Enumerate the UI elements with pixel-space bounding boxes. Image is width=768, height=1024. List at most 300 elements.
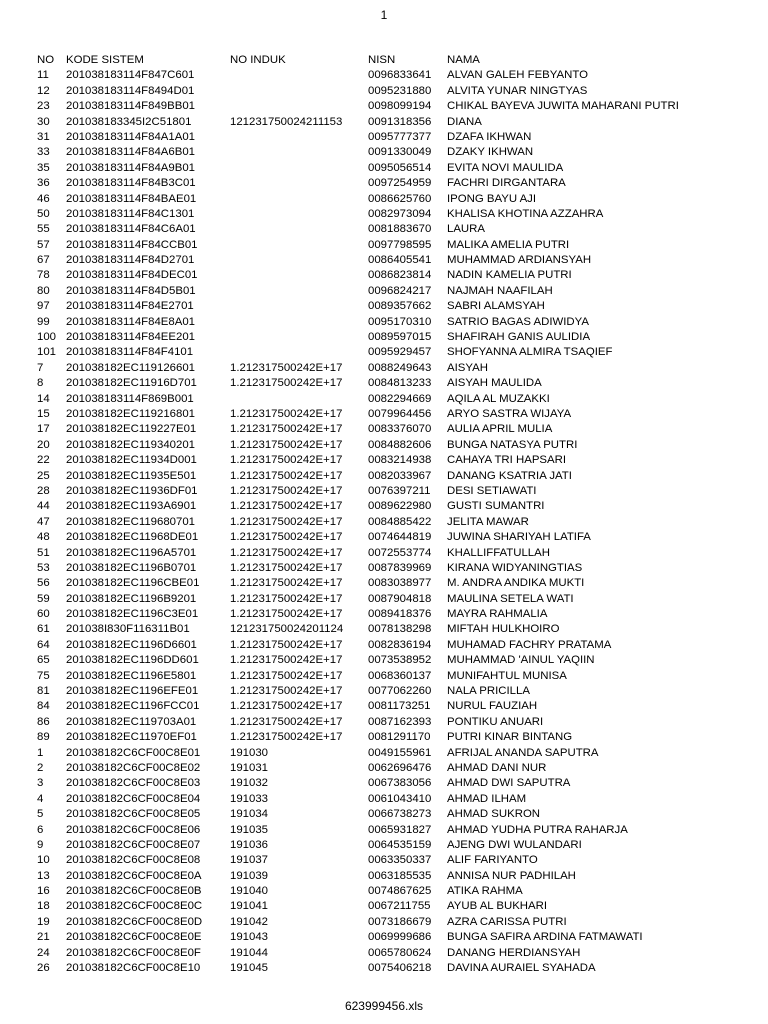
cell-kode-sistem: 201038182EC119680701 xyxy=(66,515,196,528)
table-row xyxy=(0,115,768,130)
cell-no: 18 xyxy=(37,900,50,913)
cell-kode-sistem: 201038182C6CF00C8E0D xyxy=(66,915,203,928)
cell-no: 53 xyxy=(37,561,50,574)
cell-kode-sistem: 201038182C6CF00C8E10 xyxy=(66,962,201,975)
cell-kode-sistem: 201038183114F84CCB01 xyxy=(66,238,198,251)
table-row xyxy=(0,515,768,530)
cell-kode-sistem: 201038182C6CF00C8E0E xyxy=(66,931,202,944)
cell-kode-sistem: 201038182C6CF00C8E06 xyxy=(66,823,201,836)
cell-kode-sistem: 201038182EC1196A5701 xyxy=(66,546,197,559)
cell-kode-sistem: 201038182EC1196D6601 xyxy=(66,638,197,651)
cell-no-induk: 191032 xyxy=(230,777,269,790)
cell-nisn: 0097798595 xyxy=(368,238,432,251)
table-row xyxy=(0,530,768,545)
cell-nama: ALVITA YUNAR NINGTYAS xyxy=(447,84,588,97)
cell-nisn: 0063185535 xyxy=(368,869,432,882)
header-kode-sistem: KODE SISTEM xyxy=(66,54,144,66)
cell-kode-sistem: 201038183114F84A9B01 xyxy=(66,161,196,174)
table-row xyxy=(0,145,768,160)
table-row xyxy=(0,823,768,838)
cell-kode-sistem: 201038182C6CF00C8E03 xyxy=(66,777,201,790)
cell-no: 15 xyxy=(37,407,50,420)
cell-kode-sistem: 201038183114F84F4101 xyxy=(66,346,194,359)
cell-nisn: 0089622980 xyxy=(368,500,432,513)
cell-no-induk: 191041 xyxy=(230,900,269,913)
cell-kode-sistem: 201038182C6CF00C8E07 xyxy=(66,838,201,851)
cell-nisn: 0049155961 xyxy=(368,746,432,759)
cell-no: 100 xyxy=(37,331,57,344)
cell-no-induk: 1.212317500242E+17 xyxy=(230,500,343,513)
cell-kode-sistem: 201038182C6CF00C8E0A xyxy=(66,869,202,882)
cell-nama: KIRANA WIDYANINGTIAS xyxy=(447,561,583,574)
cell-no: 21 xyxy=(37,931,50,944)
cell-no: 75 xyxy=(37,669,50,682)
cell-nisn: 0065931827 xyxy=(368,823,432,836)
cell-kode-sistem: 201038182C6CF00C8E0F xyxy=(66,946,201,959)
table-row xyxy=(0,222,768,237)
table-row xyxy=(0,161,768,176)
cell-nisn: 0084882606 xyxy=(368,438,432,451)
table-row xyxy=(0,438,768,453)
cell-no-induk: 1.212317500242E+17 xyxy=(230,669,343,682)
cell-nisn: 0084885422 xyxy=(368,515,432,528)
cell-no: 10 xyxy=(37,854,50,867)
cell-nisn: 0072553774 xyxy=(368,546,432,559)
cell-kode-sistem: 201038182C6CF00C8E0B xyxy=(66,885,202,898)
cell-no: 1 xyxy=(37,746,44,759)
cell-nama: AHMAD SUKRON xyxy=(447,808,541,821)
cell-nama: MAULINA SETELA WATI xyxy=(447,592,574,605)
table-row xyxy=(0,268,768,283)
cell-kode-sistem: 201038183114F84C1301 xyxy=(66,207,195,220)
table-row xyxy=(0,853,768,868)
cell-nama: DESI SETIAWATI xyxy=(447,484,537,497)
cell-kode-sistem: 201038182EC119703A01 xyxy=(66,715,197,728)
cell-nama: MIFTAH HULKHOIRO xyxy=(447,623,560,636)
cell-no: 99 xyxy=(37,315,50,328)
cell-nama: DZAKY IKHWAN xyxy=(447,146,534,159)
cell-no: 28 xyxy=(37,484,50,497)
cell-kode-sistem: 201038183114F84D2701 xyxy=(66,254,195,267)
cell-nisn: 0081291170 xyxy=(368,731,431,744)
cell-kode-sistem: 201038182EC1196C3E01 xyxy=(66,608,199,621)
cell-nisn: 0061043410 xyxy=(368,792,432,805)
cell-no: 47 xyxy=(37,515,50,528)
cell-no: 26 xyxy=(37,962,50,975)
cell-nama: JELITA MAWAR xyxy=(447,515,529,528)
table-row xyxy=(0,838,768,853)
cell-nama: M. ANDRA ANDIKA MUKTI xyxy=(447,577,585,590)
table-row xyxy=(0,192,768,207)
cell-kode-sistem: 201038182EC11934D001 xyxy=(66,454,197,467)
cell-nama: SHOFYANNA ALMIRA TSAQIEF xyxy=(447,346,613,359)
cell-nama: GUSTI SUMANTRI xyxy=(447,500,545,513)
cell-nama: DANANG HERDIANSYAH xyxy=(447,946,581,959)
cell-nama: AQILA AL MUZAKKI xyxy=(447,392,550,405)
cell-nisn: 0096824217 xyxy=(368,284,432,297)
cell-nama: NADIN KAMELIA PUTRI xyxy=(447,269,572,282)
table-row xyxy=(0,776,768,791)
table-row xyxy=(0,376,768,391)
table-row xyxy=(0,622,768,637)
cell-nama: IPONG BAYU AJI xyxy=(447,192,537,205)
cell-no: 6 xyxy=(37,823,44,836)
cell-nama: KHALISA KHOTINA AZZAHRA xyxy=(447,207,604,220)
cell-kode-sistem: 201038182EC1196E5801 xyxy=(66,669,197,682)
cell-nama: MUNIFAHTUL MUNISA xyxy=(447,669,567,682)
cell-kode-sistem: 201038182C6CF00C8E0C xyxy=(66,900,203,913)
cell-nama: AULIA APRIL MULIA xyxy=(447,423,553,436)
table-row xyxy=(0,946,768,961)
cell-no-induk: 1.212317500242E+17 xyxy=(230,469,343,482)
cell-no: 5 xyxy=(37,808,44,821)
table-row xyxy=(0,361,768,376)
cell-no: 78 xyxy=(37,269,50,282)
cell-no-induk: 191034 xyxy=(230,808,269,821)
cell-no-induk: 1.212317500242E+17 xyxy=(230,454,343,467)
cell-nisn: 0065780624 xyxy=(368,946,432,959)
table-row xyxy=(0,84,768,99)
cell-nama: PUTRI KINAR BINTANG xyxy=(447,731,573,744)
cell-no: 20 xyxy=(37,438,50,451)
table-row xyxy=(0,299,768,314)
table-row xyxy=(0,746,768,761)
cell-nisn: 0095170310 xyxy=(368,315,432,328)
cell-kode-sistem: 201038182EC1196B9201 xyxy=(66,592,197,605)
cell-nama: JUWINA SHARIYAH LATIFA xyxy=(447,531,591,544)
table-row xyxy=(0,961,768,976)
cell-nisn: 0084813233 xyxy=(368,377,432,390)
cell-no-induk: 1.212317500242E+17 xyxy=(230,715,343,728)
cell-no-induk: 1.212317500242E+17 xyxy=(230,577,343,590)
cell-nama: NURUL FAUZIAH xyxy=(447,700,538,713)
table-row xyxy=(0,499,768,514)
cell-no: 36 xyxy=(37,177,50,190)
cell-nisn: 0067383056 xyxy=(368,777,432,790)
cell-no: 35 xyxy=(37,161,50,174)
cell-kode-sistem: 201038183114F8494D01 xyxy=(66,84,195,97)
cell-no-induk: 1.212317500242E+17 xyxy=(230,654,343,667)
cell-kode-sistem: 201038182C6CF00C8E05 xyxy=(66,808,201,821)
student-table xyxy=(0,53,768,976)
cell-nama: AYUB AL BUKHARI xyxy=(447,900,548,913)
cell-nisn: 0089418376 xyxy=(368,608,432,621)
table-row xyxy=(0,315,768,330)
cell-nisn: 0081883670 xyxy=(368,223,432,236)
cell-nisn: 0081173251 xyxy=(368,700,431,713)
cell-nisn: 0079964456 xyxy=(368,407,432,420)
cell-kode-sistem: 201038182EC1196EFE01 xyxy=(66,685,199,698)
cell-no: 9 xyxy=(37,838,44,851)
cell-nama: SHAFIRAH GANIS AULIDIA xyxy=(447,331,591,344)
cell-no-induk: 191031 xyxy=(230,761,269,774)
cell-no: 60 xyxy=(37,608,50,621)
table-row xyxy=(0,684,768,699)
cell-kode-sistem: 201038183114F84E8A01 xyxy=(66,315,196,328)
cell-nisn: 0097254959 xyxy=(368,177,432,190)
cell-kode-sistem: 201038182EC1196B0701 xyxy=(66,561,197,574)
cell-nama: AISYAH MAULIDA xyxy=(447,377,542,390)
cell-nama: CHIKAL BAYEVA JUWITA MAHARANI PUTRI xyxy=(447,100,679,113)
cell-kode-sistem: 201038182EC119126601 xyxy=(66,361,196,374)
cell-nama: BUNGA SAFIRA ARDINA FATMAWATI xyxy=(447,931,643,944)
table-row xyxy=(0,345,768,360)
cell-nama: AHMAD DANI NUR xyxy=(447,761,547,774)
cell-no-induk: 1.212317500242E+17 xyxy=(230,484,343,497)
cell-no-induk: 1.212317500242E+17 xyxy=(230,438,343,451)
cell-kode-sistem: 201038182EC11916D701 xyxy=(66,377,197,390)
cell-no: 61 xyxy=(37,623,50,636)
cell-no: 89 xyxy=(37,731,50,744)
cell-nama: EVITA NOVI MAULIDA xyxy=(447,161,564,174)
cell-nisn: 0082294669 xyxy=(368,392,432,405)
cell-kode-sistem: 201038183345I2C51801 xyxy=(66,115,192,128)
cell-no-induk: 191044 xyxy=(230,946,269,959)
cell-no-induk: 1.212317500242E+17 xyxy=(230,592,343,605)
cell-no: 86 xyxy=(37,715,50,728)
cell-no: 56 xyxy=(37,577,50,590)
table-row xyxy=(0,469,768,484)
cell-nama: NAJMAH NAAFILAH xyxy=(447,284,553,297)
table-row xyxy=(0,761,768,776)
cell-nisn: 0088249643 xyxy=(368,361,432,374)
cell-nama: MUHAMMAD 'AINUL YAQIIN xyxy=(447,654,595,667)
cell-no-induk: 1.212317500242E+17 xyxy=(230,561,343,574)
cell-nama: BUNGA NATASYA PUTRI xyxy=(447,438,578,451)
cell-nama: AHMAD DWI SAPUTRA xyxy=(447,777,571,790)
cell-no: 31 xyxy=(37,130,50,143)
cell-nisn: 0086405541 xyxy=(368,254,432,267)
cell-no-induk: 1.212317500242E+17 xyxy=(230,638,343,651)
cell-no: 44 xyxy=(37,500,50,513)
cell-nama: AHMAD YUDHA PUTRA RAHARJA xyxy=(447,823,628,836)
cell-no-induk: 191042 xyxy=(230,915,269,928)
cell-kode-sistem: 201038182EC1193A6901 xyxy=(66,500,197,513)
cell-no: 19 xyxy=(37,915,50,928)
cell-kode-sistem: 201038183114F847C601 xyxy=(66,69,195,82)
table-row xyxy=(0,576,768,591)
cell-no: 59 xyxy=(37,592,50,605)
cell-no: 17 xyxy=(37,423,50,436)
cell-no-induk: 191037 xyxy=(230,854,269,867)
table-row xyxy=(0,207,768,222)
cell-nama: DIANA xyxy=(447,115,482,128)
cell-kode-sistem: 201038182EC119340201 xyxy=(66,438,196,451)
table-row xyxy=(0,669,768,684)
table-row xyxy=(0,592,768,607)
cell-nama: DAVINA AURAIEL SYAHADA xyxy=(447,962,596,975)
cell-nisn: 0095056514 xyxy=(368,161,432,174)
cell-nisn: 0064535159 xyxy=(368,838,432,851)
table-row xyxy=(0,238,768,253)
cell-no: 64 xyxy=(37,638,50,651)
cell-nisn: 0089597015 xyxy=(368,331,432,344)
cell-nama: AJENG DWI WULANDARI xyxy=(447,838,582,851)
cell-nisn: 0074644819 xyxy=(368,531,432,544)
cell-no-induk: 191045 xyxy=(230,962,269,975)
cell-no: 51 xyxy=(37,546,50,559)
cell-no: 48 xyxy=(37,531,50,544)
cell-nama: DANANG KSATRIA JATI xyxy=(447,469,572,482)
cell-no-induk: 191040 xyxy=(230,885,269,898)
cell-nisn: 0078138298 xyxy=(368,623,432,636)
cell-no: 23 xyxy=(37,100,50,113)
table-row xyxy=(0,792,768,807)
cell-kode-sistem: 201038183114F84EE201 xyxy=(66,331,196,344)
cell-no: 13 xyxy=(37,869,50,882)
table-row xyxy=(0,899,768,914)
cell-nama: AISYAH xyxy=(447,361,488,374)
table-row xyxy=(0,453,768,468)
cell-no-induk: 191043 xyxy=(230,931,269,944)
table-row xyxy=(0,653,768,668)
cell-no: 24 xyxy=(37,946,50,959)
cell-nisn: 0067211755 xyxy=(368,900,431,913)
cell-no: 16 xyxy=(37,885,50,898)
cell-kode-sistem: 201038183114F869B001 xyxy=(66,392,194,405)
cell-kode-sistem: 201038182C6CF00C8E08 xyxy=(66,854,201,867)
header-no-induk: NO INDUK xyxy=(230,54,286,66)
cell-no: 2 xyxy=(37,761,44,774)
cell-no-induk: 1.212317500242E+17 xyxy=(230,361,343,374)
table-row xyxy=(0,930,768,945)
cell-no: 80 xyxy=(37,284,50,297)
cell-no-induk: 191033 xyxy=(230,792,269,805)
cell-nisn: 0082033967 xyxy=(368,469,432,482)
table-row xyxy=(0,884,768,899)
cell-nisn: 0066738273 xyxy=(368,808,432,821)
cell-kode-sistem: 201038183114F84A6B01 xyxy=(66,146,196,159)
cell-nisn: 0069999686 xyxy=(368,931,432,944)
table-row xyxy=(0,638,768,653)
cell-nama: MAYRA RAHMALIA xyxy=(447,608,548,621)
table-row xyxy=(0,607,768,622)
cell-nama: SABRI ALAMSYAH xyxy=(447,300,545,313)
cell-nama: DZAFA IKHWAN xyxy=(447,130,532,143)
cell-no-induk: 191036 xyxy=(230,838,269,851)
cell-nama: MUHAMMAD ARDIANSYAH xyxy=(447,254,592,267)
table-row xyxy=(0,869,768,884)
cell-nisn: 0086625760 xyxy=(368,192,432,205)
cell-no: 50 xyxy=(37,207,50,220)
table-header-row xyxy=(0,53,768,68)
cell-kode-sistem: 201038I830F116311B01 xyxy=(66,623,190,636)
table-row xyxy=(0,284,768,299)
cell-kode-sistem: 201038182C6CF00C8E01 xyxy=(66,746,201,759)
cell-nama: MUHAMAD FACHRY PRATAMA xyxy=(447,638,612,651)
page-number: 1 xyxy=(380,8,388,22)
table-row xyxy=(0,253,768,268)
cell-kode-sistem: 201038182EC119216801 xyxy=(66,407,196,420)
cell-nama: AFRIJAL ANANDA SAPUTRA xyxy=(447,746,599,759)
cell-nama: NALA PRICILLA xyxy=(447,685,530,698)
cell-kode-sistem: 201038182EC1196CBE01 xyxy=(66,577,200,590)
cell-nisn: 0096833641 xyxy=(368,69,432,82)
cell-kode-sistem: 201038182EC11936DF01 xyxy=(66,484,198,497)
cell-kode-sistem: 201038183114F849BB01 xyxy=(66,100,196,113)
cell-no: 12 xyxy=(37,84,50,97)
cell-kode-sistem: 201038183114F84C6A01 xyxy=(66,223,196,236)
cell-nama: SATRIO BAGAS ADIWIDYA xyxy=(447,315,589,328)
cell-no: 67 xyxy=(37,254,50,267)
cell-nisn: 0095231880 xyxy=(368,84,432,97)
cell-nama: LAURA xyxy=(447,223,485,236)
cell-no: 25 xyxy=(37,469,50,482)
cell-no-induk: 1.212317500242E+17 xyxy=(230,731,343,744)
header-no: NO xyxy=(37,54,55,66)
table-row xyxy=(0,561,768,576)
cell-nisn: 0089357662 xyxy=(368,300,432,313)
cell-nisn: 0083376070 xyxy=(368,423,432,436)
cell-kode-sistem: 201038183114F84A1A01 xyxy=(66,130,196,143)
cell-kode-sistem: 201038182C6CF00C8E04 xyxy=(66,792,201,805)
cell-nisn: 0083214938 xyxy=(368,454,432,467)
cell-nisn: 0082973094 xyxy=(368,207,432,220)
cell-nama: MALIKA AMELIA PUTRI xyxy=(447,238,570,251)
cell-nisn: 0077062260 xyxy=(368,685,432,698)
table-row xyxy=(0,330,768,345)
cell-no-induk: 1.212317500242E+17 xyxy=(230,546,343,559)
table-row xyxy=(0,546,768,561)
cell-no: 8 xyxy=(37,377,44,390)
table-row xyxy=(0,407,768,422)
cell-nama: CAHAYA TRI HAPSARI xyxy=(447,454,566,467)
cell-nama: PONTIKU ANUARI xyxy=(447,715,544,728)
cell-no: 81 xyxy=(37,685,50,698)
cell-kode-sistem: 201038182EC11935E501 xyxy=(66,469,197,482)
cell-kode-sistem: 201038182C6CF00C8E02 xyxy=(66,761,201,774)
cell-no-induk: 121231750024211153 xyxy=(230,115,343,128)
cell-nama: ALIF FARIYANTO xyxy=(447,854,538,867)
cell-nama: AZRA CARISSA PUTRI xyxy=(447,915,567,928)
cell-no: 101 xyxy=(37,346,57,359)
cell-kode-sistem: 201038183114F84E2701 xyxy=(66,300,194,313)
cell-nisn: 0087904818 xyxy=(368,592,432,605)
cell-nisn: 0087839969 xyxy=(368,561,432,574)
cell-no-induk: 1.212317500242E+17 xyxy=(230,608,343,621)
cell-kode-sistem: 201038182EC119227E01 xyxy=(66,423,197,436)
cell-no: 22 xyxy=(37,454,50,467)
cell-no-induk: 1.212317500242E+17 xyxy=(230,423,343,436)
cell-kode-sistem: 201038183114F84D5B01 xyxy=(66,284,196,297)
cell-no: 30 xyxy=(37,115,50,128)
table-row xyxy=(0,130,768,145)
cell-nama: ANNISA NUR PADHILAH xyxy=(447,869,576,882)
cell-no: 97 xyxy=(37,300,50,313)
cell-no-induk: 1.212317500242E+17 xyxy=(230,377,343,390)
table-row xyxy=(0,68,768,83)
cell-kode-sistem: 201038183114F84DEC01 xyxy=(66,269,198,282)
cell-kode-sistem: 201038182EC11968DE01 xyxy=(66,531,199,544)
cell-no: 57 xyxy=(37,238,50,251)
cell-no: 4 xyxy=(37,792,44,805)
cell-no-induk: 1.212317500242E+17 xyxy=(230,700,343,713)
file-name-footer: 623999456.xls xyxy=(344,999,424,1013)
cell-no-induk: 1.212317500242E+17 xyxy=(230,407,343,420)
cell-nama: ARYO SASTRA WIJAYA xyxy=(447,407,572,420)
table-row xyxy=(0,699,768,714)
cell-no-induk: 1.212317500242E+17 xyxy=(230,531,343,544)
cell-kode-sistem: 201038182EC1196DD601 xyxy=(66,654,199,667)
cell-nisn: 0073186679 xyxy=(368,915,432,928)
cell-no: 11 xyxy=(37,69,49,82)
cell-nisn: 0062696476 xyxy=(368,761,432,774)
cell-no: 65 xyxy=(37,654,50,667)
cell-nisn: 0091330049 xyxy=(368,146,432,159)
cell-nisn: 0075406218 xyxy=(368,962,432,975)
cell-no-induk: 121231750024201124 xyxy=(230,623,344,636)
cell-nama: ATIKA RAHMA xyxy=(447,885,523,898)
